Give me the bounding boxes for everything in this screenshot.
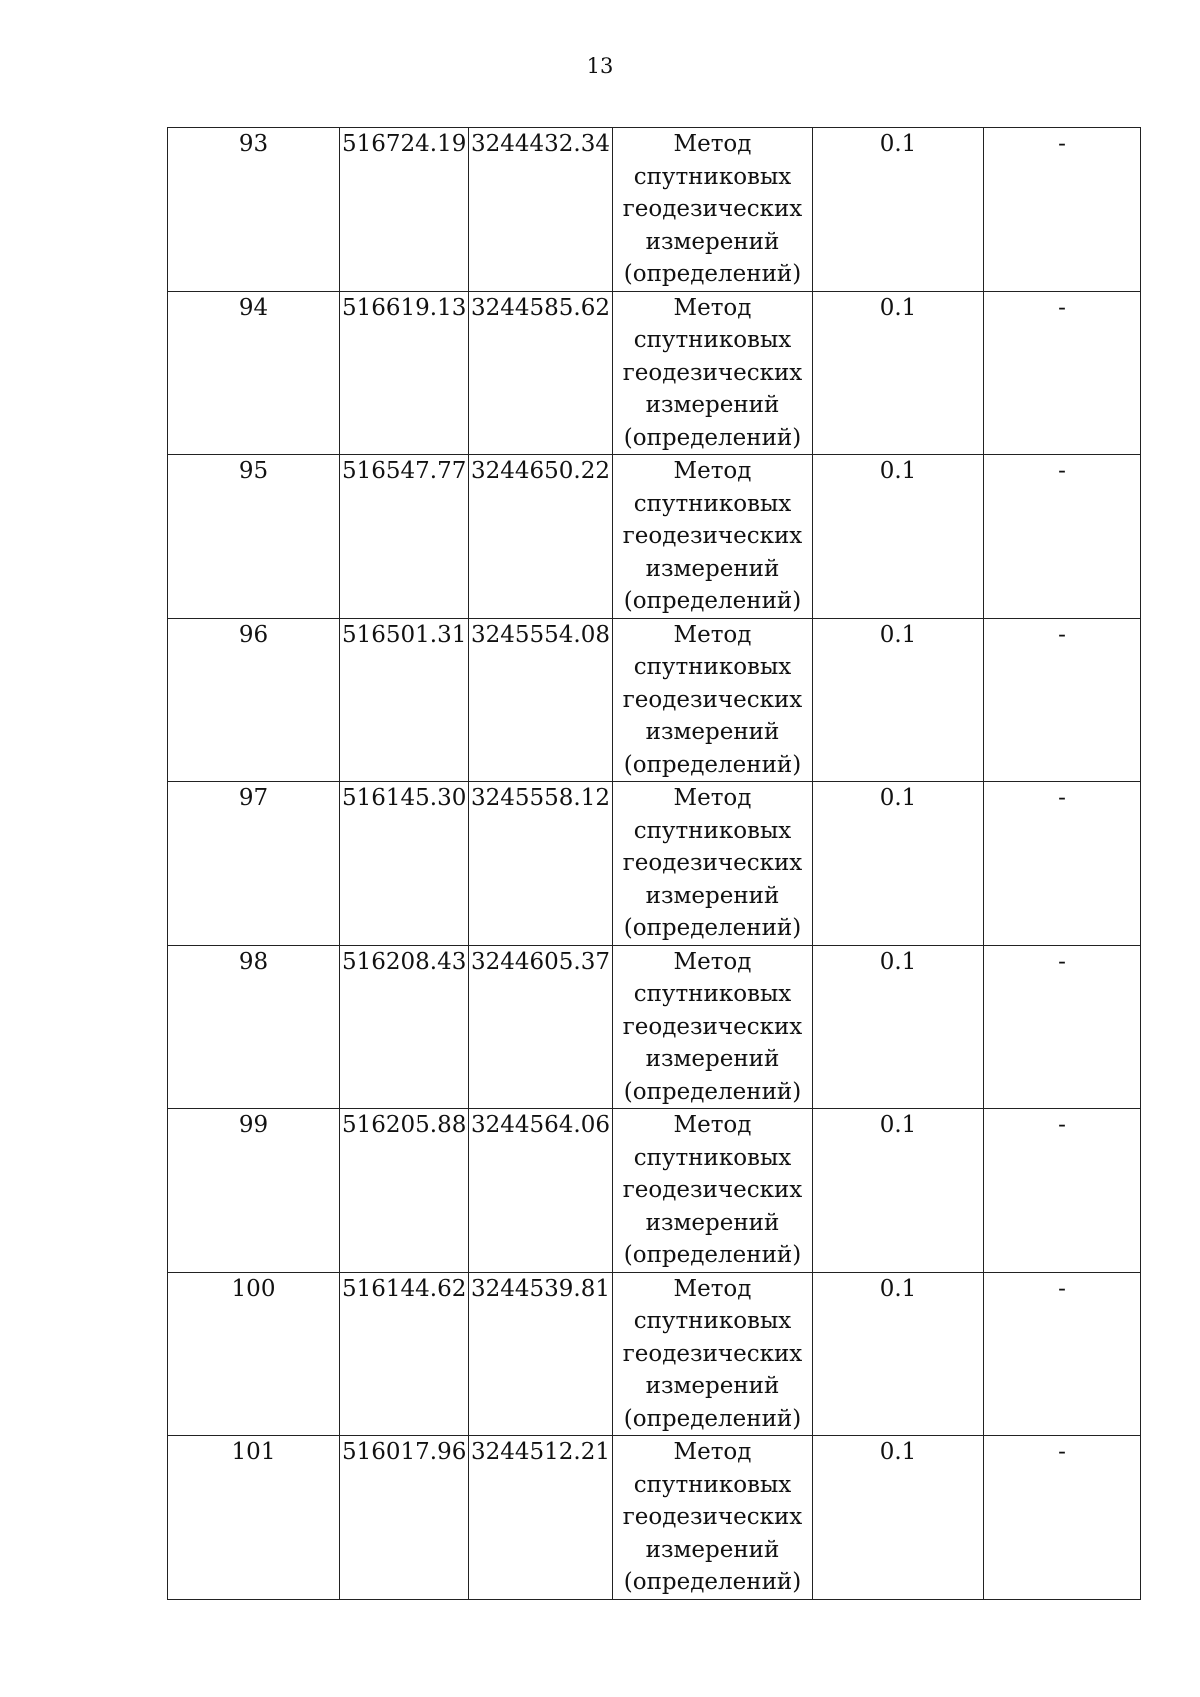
method-line: геодезических xyxy=(622,850,803,876)
note-cell: - xyxy=(984,1109,1141,1273)
method-line: (определений) xyxy=(623,424,802,451)
y-coordinate-cell: 3244539.81 xyxy=(469,1272,613,1436)
x-coordinate-cell: 516144.62 xyxy=(340,1272,469,1436)
method-line: спутниковых xyxy=(633,817,792,844)
y-coordinate-cell: 3245558.12 xyxy=(469,782,613,946)
method-cell xyxy=(613,1272,813,1436)
method-line: (определений) xyxy=(623,1242,802,1268)
page-number: 13 xyxy=(586,54,614,78)
method-line: Метод xyxy=(673,1112,752,1138)
method-cell xyxy=(613,945,813,1109)
method-line: спутниковых xyxy=(633,1144,792,1171)
accuracy-cell: 0.1 xyxy=(813,291,984,455)
method-line: Метод xyxy=(673,1275,752,1302)
method-line: геодезических xyxy=(622,359,803,386)
method-cell xyxy=(613,291,813,455)
method-line: геодезических xyxy=(622,196,803,222)
table-row xyxy=(168,782,1141,946)
method-cell xyxy=(613,782,813,946)
method-line: геодезических xyxy=(622,523,803,549)
table-row xyxy=(168,128,1141,292)
method-line: измерений xyxy=(645,1373,780,1399)
x-coordinate-cell: 516205.88 xyxy=(340,1109,469,1273)
point-number-cell: 100 xyxy=(168,1272,340,1436)
method-line: Метод xyxy=(673,948,752,975)
method-line: спутниковых xyxy=(633,1471,792,1498)
method-line: спутниковых xyxy=(633,327,792,353)
accuracy-cell: 0.1 xyxy=(813,1272,984,1436)
x-coordinate-cell: 516208.43 xyxy=(340,945,469,1109)
accuracy-cell: 0.1 xyxy=(813,455,984,619)
y-coordinate-cell: 3244432.34 xyxy=(469,128,613,292)
accuracy-cell: 0.1 xyxy=(813,945,984,1109)
method-line: Метод xyxy=(673,621,752,648)
table-row xyxy=(168,1436,1141,1600)
y-coordinate-cell: 3244564.06 xyxy=(469,1109,613,1273)
method-line: спутниковых xyxy=(633,163,792,190)
x-coordinate-cell: 516145.30 xyxy=(340,782,469,946)
table-row xyxy=(168,1272,1141,1436)
note-cell: - xyxy=(984,945,1141,1109)
table-row xyxy=(168,1109,1141,1273)
coordinates-table xyxy=(167,127,1141,1600)
method-cell xyxy=(613,128,813,292)
accuracy-cell: 0.1 xyxy=(813,1109,984,1273)
method-line: (определений) xyxy=(623,1569,802,1595)
method-line: спутниковых xyxy=(633,1308,792,1334)
method-line: (определений) xyxy=(623,588,802,614)
method-line: геодезических xyxy=(622,1340,803,1367)
accuracy-cell: 0.1 xyxy=(813,1436,984,1600)
table-row xyxy=(168,945,1141,1109)
y-coordinate-cell: 3245554.08 xyxy=(469,618,613,782)
method-line: (определений) xyxy=(623,915,802,941)
table-row xyxy=(168,455,1141,619)
method-line: геодезических xyxy=(622,686,803,713)
method-line: Метод xyxy=(673,1439,752,1465)
point-number-cell: 96 xyxy=(168,618,340,782)
x-coordinate-cell: 516547.77 xyxy=(340,455,469,619)
method-line: (определений) xyxy=(623,751,802,778)
method-line: геодезических xyxy=(622,1013,803,1040)
y-coordinate-cell: 3244650.22 xyxy=(469,455,613,619)
method-line: (определений) xyxy=(623,1078,802,1105)
note-cell: - xyxy=(984,1272,1141,1436)
method-line: измерений xyxy=(645,719,780,745)
method-line: Метод xyxy=(673,131,752,157)
point-number-cell: 93 xyxy=(168,128,340,292)
method-line: Метод xyxy=(673,458,752,484)
method-line: геодезических xyxy=(622,1504,803,1530)
method-line: (определений) xyxy=(623,1405,802,1432)
method-line: измерений xyxy=(645,555,780,582)
x-coordinate-cell: 516501.31 xyxy=(340,618,469,782)
method-line: (определений) xyxy=(623,261,802,287)
point-number-cell: 99 xyxy=(168,1109,340,1273)
table-row xyxy=(168,291,1141,455)
point-number-cell: 94 xyxy=(168,291,340,455)
note-cell: - xyxy=(984,128,1141,292)
method-cell xyxy=(613,618,813,782)
method-line: спутниковых xyxy=(633,490,792,517)
method-line: измерений xyxy=(645,392,780,418)
method-line: спутниковых xyxy=(633,654,792,680)
point-number-cell: 98 xyxy=(168,945,340,1109)
accuracy-cell: 0.1 xyxy=(813,128,984,292)
method-line: геодезических xyxy=(622,1177,803,1203)
y-coordinate-cell: 3244605.37 xyxy=(469,945,613,1109)
method-line: Метод xyxy=(673,785,752,811)
method-line: измерений xyxy=(645,1536,780,1563)
table-row xyxy=(168,618,1141,782)
x-coordinate-cell: 516619.13 xyxy=(340,291,469,455)
point-number-cell: 95 xyxy=(168,455,340,619)
method-cell xyxy=(613,1436,813,1600)
x-coordinate-cell: 516724.19 xyxy=(340,128,469,292)
y-coordinate-cell: 3244585.62 xyxy=(469,291,613,455)
method-line: измерений xyxy=(645,882,780,909)
method-line: измерений xyxy=(645,1209,780,1236)
note-cell: - xyxy=(984,618,1141,782)
method-line: Метод xyxy=(673,294,752,321)
note-cell: - xyxy=(984,1436,1141,1600)
y-coordinate-cell: 3244512.21 xyxy=(469,1436,613,1600)
coordinates-table-body xyxy=(168,128,1141,1600)
accuracy-cell: 0.1 xyxy=(813,618,984,782)
note-cell: - xyxy=(984,455,1141,619)
note-cell: - xyxy=(984,291,1141,455)
method-cell xyxy=(613,455,813,619)
method-line: спутниковых xyxy=(633,981,792,1007)
note-cell: - xyxy=(984,782,1141,946)
method-cell xyxy=(613,1109,813,1273)
method-line: измерений xyxy=(645,228,780,255)
point-number-cell: 97 xyxy=(168,782,340,946)
point-number-cell: 101 xyxy=(168,1436,340,1600)
accuracy-cell: 0.1 xyxy=(813,782,984,946)
method-line: измерений xyxy=(645,1046,780,1072)
x-coordinate-cell: 516017.96 xyxy=(340,1436,469,1600)
